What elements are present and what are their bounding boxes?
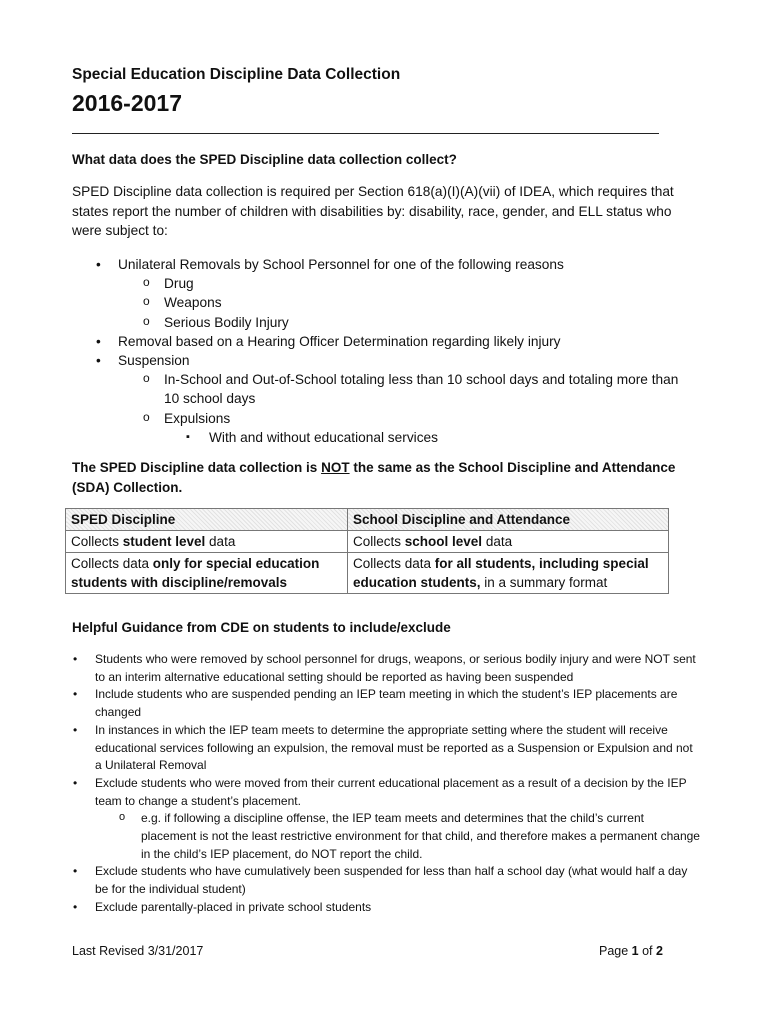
document-year: 2016-2017 <box>72 90 182 116</box>
list-item: • Exclude students who were moved from their current educational placement as a result of a decision by the IEP team to change a student’s placement. <box>72 775 702 810</box>
not-emphasis: NOT <box>321 460 350 475</box>
list-subsubitem: ▪ With and without educational services <box>72 428 692 447</box>
list-item: • Exclude students who have cumulatively been suspended for less than half a school day (what would half a day be for the individual student) <box>72 863 702 898</box>
list-item: • In instances in which the IEP team meets to determine the appropriate setting where the student will receive educational services following an expulsion, the removal must be reported as a Suspension or Expulsion and not a Unilateral Removal <box>72 722 702 775</box>
list-subitem: o Drug <box>72 274 692 293</box>
table-row <box>66 553 669 594</box>
table-row <box>66 531 669 553</box>
list-subitem: o Expulsions <box>72 409 692 428</box>
table-cell: Collects data for all students, including special education students, in a summary format <box>348 553 669 594</box>
not-same-suffix: the same as the School Discipline and Attendance (SDA) Collection. <box>72 460 676 495</box>
table-cell: Collects student level data <box>66 531 348 553</box>
list-item: • Exclude parentally-placed in private school students <box>72 899 702 917</box>
page-number: Page 1 of 2 <box>599 944 663 958</box>
list-subitem: o Serious Bodily Injury <box>72 313 692 332</box>
list-item: • Students who were removed by school personnel for drugs, weapons, or serious bodily injury and were NOT sent to an interim alternative educational setting should be reported as having been suspended <box>72 651 702 686</box>
table-header-cell: School Discipline and Attendance <box>348 509 669 531</box>
last-revised: Last Revised 3/31/2017 <box>72 944 204 958</box>
guidance-list <box>72 651 702 917</box>
table-header-cell: SPED Discipline <box>66 509 348 531</box>
list-item: • Suspension <box>72 351 692 370</box>
list-subitem: o e.g. if following a discipline offense, the IEP team meets and determines that the child’s current placement is not the least restrictive environment for that child, and therefore makes a permanent change in the child’s IEP placement, do NOT report the child. <box>72 810 702 863</box>
list-item: • Include students who are suspended pending an IEP team meeting in which the student’s IEP placements are changed <box>72 686 702 721</box>
list-item: • Removal based on a Hearing Officer Determination regarding likely injury <box>72 332 692 351</box>
document-title: Special Education Discipline Data Collection <box>72 66 401 83</box>
not-same-prefix: The SPED Discipline data collection is <box>72 460 322 475</box>
table-header-row <box>66 509 669 531</box>
table-cell: Collects data only for special education students with discipline/removals <box>66 553 348 594</box>
comparison-table <box>65 508 669 594</box>
table-cell: Collects school level data <box>348 531 669 553</box>
title-rule <box>72 133 659 134</box>
removal-list <box>72 255 692 447</box>
guidance-heading: Helpful Guidance from CDE on students to include/exclude <box>72 620 451 635</box>
not-same-statement <box>72 458 702 498</box>
section-question: What data does the SPED Discipline data collection collect? <box>72 152 457 167</box>
list-item: • Unilateral Removals by School Personnel for one of the following reasons <box>72 255 692 274</box>
list-subitem: o In-School and Out-of-School totaling less than 10 school days and totaling more than 10 school days <box>72 370 692 408</box>
list-subitem: o Weapons <box>72 293 692 312</box>
section-intro: SPED Discipline data collection is required per Section 618(a)(I)(A)(vii) of IDEA, which requires that states report the number of children with disabilities by: disability, race, gender, and ELL status who were subject to: <box>72 184 674 238</box>
